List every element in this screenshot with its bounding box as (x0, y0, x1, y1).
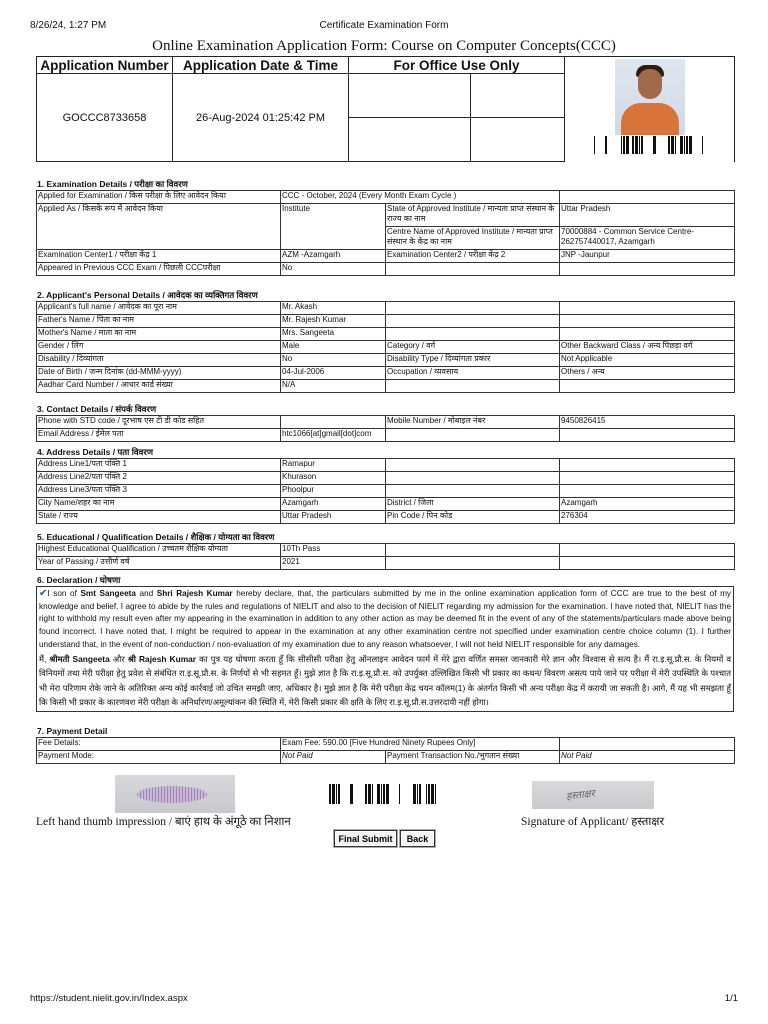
field-label: Highest Educational Qualification / उच्चतम शैक्षिक योग्यता (37, 544, 281, 557)
empty-cell (560, 315, 735, 328)
field-value: Khurason (281, 472, 386, 485)
empty-cell (560, 263, 735, 276)
empty-cell (560, 302, 735, 315)
empty-cell (386, 315, 560, 328)
field-label: Father's Name / पिता का नाम (37, 315, 281, 328)
field-value: Mrs. Sangeeta (281, 328, 386, 341)
field-value: No (281, 354, 386, 367)
print-header (30, 20, 738, 32)
field-label: Address Line1/पता पंक्ति 1 (37, 459, 281, 472)
field-label: Examination Center1 / परीक्षा केंद्र 1 (37, 250, 281, 263)
section-contact-details (36, 403, 734, 442)
empty-cell (560, 557, 735, 570)
section-title: 6. Declaration / घोषणा (37, 575, 121, 585)
empty-cell (560, 738, 735, 751)
field-value: AZM -Azamgarh (281, 250, 386, 263)
section-title: 4. Address Details / पता विवरण (37, 447, 153, 457)
field-label: Mobile Number / मोबाइल नंबर (386, 416, 560, 429)
field-label: State / राज्य (37, 511, 281, 524)
field-label: Occupation / व्यवसाय (386, 367, 560, 380)
field-label: Disability Type / दिव्यांगता प्रकार (386, 354, 560, 367)
field-label: Aadhar Card Number / आधार कार्ड संख्या (37, 380, 281, 393)
app-number-value: GOCCC8733658 (37, 74, 173, 162)
section-qualification-details (36, 531, 734, 570)
signature-handwriting: हस्ताक्षर (565, 788, 596, 803)
field-value: Uttar Pradesh (281, 511, 386, 524)
field-value: N/A (281, 380, 386, 393)
print-datetime: 8/26/24, 1:27 PM (30, 20, 107, 31)
print-page-number: 1/1 (724, 993, 738, 1004)
empty-cell (560, 380, 735, 393)
office-cell (349, 118, 471, 162)
empty-cell (386, 544, 560, 557)
empty-cell (386, 459, 560, 472)
empty-cell (560, 485, 735, 498)
field-label: Gender / लिंग (37, 341, 281, 354)
section-examination-details (36, 178, 734, 276)
field-value: 10Th Pass (281, 544, 386, 557)
section-declaration (36, 574, 734, 712)
field-value (281, 416, 386, 429)
field-value: No (281, 263, 386, 276)
signature-caption: Signature of Applicant/ हस्ताक्षर (521, 816, 665, 828)
empty-cell (386, 302, 560, 315)
field-label: Examination Center2 / परीक्षा केंद्र 2 (386, 250, 560, 263)
empty-cell (560, 459, 735, 472)
print-footer (30, 993, 738, 1005)
field-value: Mr. Akash (281, 302, 386, 315)
empty-cell (386, 485, 560, 498)
empty-cell (386, 557, 560, 570)
final-submit-button[interactable]: Final Submit (334, 830, 397, 847)
thumb-impression-image (115, 775, 235, 813)
section-title: 3. Contact Details / संपर्क विवरण (37, 404, 157, 414)
field-value: htc1066[at]gmail[dot]com (281, 429, 386, 442)
print-doc-title: Certificate Examination Form (319, 20, 449, 31)
applicant-photo (615, 59, 685, 135)
application-barcode (594, 136, 706, 154)
field-label: Phone with STD code / दूरभाष एस टी डी कोड सहित (37, 416, 281, 429)
office-cell (471, 74, 565, 118)
empty-cell (560, 472, 735, 485)
field-value: 04-Jul-2006 (281, 367, 386, 380)
field-label: Fee Details: (37, 738, 281, 751)
empty-cell (560, 429, 735, 442)
field-value: Uttar Pradesh (560, 204, 735, 227)
footer-barcode (327, 784, 439, 804)
section-title: 1. Examination Details / परीक्षा का विवरण (37, 179, 188, 189)
back-button[interactable]: Back (400, 830, 435, 847)
field-label: Year of Passing / उत्तीर्ण वर्ष (37, 557, 281, 570)
field-value: Phoolpur (281, 485, 386, 498)
field-label: Address Line2/पता पंक्ति 2 (37, 472, 281, 485)
field-value: Mr. Rajesh Kumar (281, 315, 386, 328)
field-label: Applied for Examination / किस परीक्षा के लिए आवेदन किया (37, 191, 281, 204)
field-label: Email Address / ईमेल पता (37, 429, 281, 442)
field-value: Not Paid (281, 751, 386, 764)
field-value: CCC - October, 2024 (Every Month Exam Cycle ) (281, 191, 560, 204)
office-cell (471, 118, 565, 162)
field-label: Pin Code / पिन कोड (386, 511, 560, 524)
empty-cell (386, 328, 560, 341)
field-value: Other Backward Class / अन्य पिछड़ा वर्ग (560, 341, 735, 354)
section-personal-details (36, 289, 734, 393)
field-value: Not Paid (560, 751, 735, 764)
field-label: Disability / दिव्यांगता (37, 354, 281, 367)
field-value: 9450826415 (560, 416, 735, 429)
field-value: 2021 (281, 557, 386, 570)
empty-cell (560, 544, 735, 557)
section-payment-detail (36, 725, 734, 764)
empty-cell (386, 263, 560, 276)
field-label: Address Line3/पता पंक्ति 3 (37, 485, 281, 498)
app-date-header: Application Date & Time (173, 57, 349, 74)
field-label: Category / वर्ग (386, 341, 560, 354)
field-label: Payment Mode: (37, 751, 281, 764)
field-label: Mother's Name / माता का नाम (37, 328, 281, 341)
field-label: Appeared in Previous CCC Exam / पिछली CCCपरीक्षा (37, 263, 281, 276)
empty-cell (386, 429, 560, 442)
field-label: Date of Birth / जन्म दिनांक (dd-MMM-yyyy) (37, 367, 281, 380)
section-title: 7. Payment Detail (37, 726, 108, 736)
application-header-grid (36, 56, 735, 162)
thumb-caption: Left hand thumb impression / बाएं हाथ के अंगूठे का निशान (36, 816, 291, 828)
empty-cell (560, 328, 735, 341)
empty-cell (386, 380, 560, 393)
field-label: Payment Transaction No./भुगतान संख्या (386, 751, 560, 764)
section-title: 2. Applicant's Personal Details / आवेदक का व्यक्तिगत विवरण (37, 290, 258, 300)
print-url: https://student.nielit.gov.in/Index.aspx (30, 993, 188, 1004)
office-use-header: For Office Use Only (349, 57, 565, 74)
section-address-details (36, 446, 734, 524)
field-label: State of Approved Institute / मान्यता प्राप्त संस्थान के राज्य का नाम (386, 204, 560, 227)
field-value: 70000884 - Common Service Centre-262757440017, Azamgarh (560, 227, 735, 250)
signature-image (532, 781, 654, 809)
check-icon: ✔ (39, 588, 48, 599)
field-label: City Name/शहर का नाम (37, 498, 281, 511)
field-value: Exam Fee: 590.00 [Five Hundred Ninety Rupees Only] (281, 738, 560, 751)
field-value: Azamgarh (560, 498, 735, 511)
office-cell (349, 74, 471, 118)
declaration-text: ✔I son of Smt Sangeeta and Shri Rajesh Kumar hereby declare, that, the particulars submitted by me in the online examination application form of CCC are true to the best of my knowledge and belief. I agree to abide by the rules and regulations of NIELIT and also to the decision of NIELIT regarding my admission for the examination. I have noted that, NIELIT has the right to withhold my result even after my appearing in the examination in addition to any other action as may be deemed fit in the event of any of the statements/particulars made above being found incorrect. I have noted that, I might be required to appear in the examination at any other examination centre not specified under examination centre choice column (1). I further understand that, in the event of non-conduction / non-evaluation of my examination due to any reason whatsoever, I will not held NIELIT responsible for any damages. मैं, श्रीमती Sangeeta और श्री Rajesh Kumar का पुत्र यह घोषणा करता हूँ कि सीसीसी परीक्षा हेतु ऑनलाइन आवेदन फार्म में मेरे द्वारा वर्णित समस्त जानकारी मेरे ज्ञान और विश्वास से सत्य है। मैं रा.इ.सू.प्रौ.स. के नियमों व विनियमों तथा मेरी परीक्षा हेतु प्रवेश से संबंधित रा.इ.सू.प्रौ.स. के निर्णयों से भी सहमत हूँ। मुझे ज्ञात है कि रा.इ.सू.प्रौ.स. को उपर्युक्त उल्लिखित किसी भी प्रकार का कथन/ विवरण असत्य पाये जाने पर परीक्षा में मेरी उपस्थिति के पश्चात भी मेरा परिणाम रोके जाने के अतिरिक्त अन्य कोई कार्रवाई जो उचित समझी जाए, अधिकार है। मुझे ज्ञात है कि मेरी परीक्षा केंद्र चयन कॉलम(1) के अंतर्गत किसी भी अन्य परीक्षा केंद्र में करायी जा सकती है। आगे, मैं यह भी समझता हूँ कि किसी भी प्रकार के कारणवश मेरी परीक्षा के अनिर्धारण/अमूल्यांकन की स्थिति में, मेरी किसी प्रकार की क्षति के लिए रा.इ.सू.प्रौ.स.उत्तरदायी नहीं होगा। (36, 586, 734, 712)
app-date-value: 26-Aug-2024 01:25:42 PM (173, 74, 349, 162)
field-value: Azamgarh (281, 498, 386, 511)
app-number-header: Application Number (37, 57, 173, 74)
field-value: Institute (281, 204, 386, 250)
field-value: Male (281, 341, 386, 354)
field-value: 276304 (560, 511, 735, 524)
field-value: Not Applicable (560, 354, 735, 367)
field-value: Ramapur (281, 459, 386, 472)
field-label: Centre Name of Approved Institute / मान्यता प्राप्त संस्थान के केंद्र का नाम (386, 227, 560, 250)
empty-cell (386, 472, 560, 485)
empty-cell (560, 191, 735, 204)
field-label: Applicant's full name / आवेदक का पूरा नाम (37, 302, 281, 315)
field-value: JNP -Jaunpur (560, 250, 735, 263)
field-label: Applied As / किसके रूप में आवेदन किया (37, 204, 281, 250)
form-title: Online Examination Application Form: Course on Computer Concepts(CCC) (152, 38, 616, 54)
section-title: 5. Educational / Qualification Details / शैक्षिक / योग्यता का विवरण (37, 532, 275, 542)
field-value: Others / अन्य (560, 367, 735, 380)
field-label: District / जिला (386, 498, 560, 511)
